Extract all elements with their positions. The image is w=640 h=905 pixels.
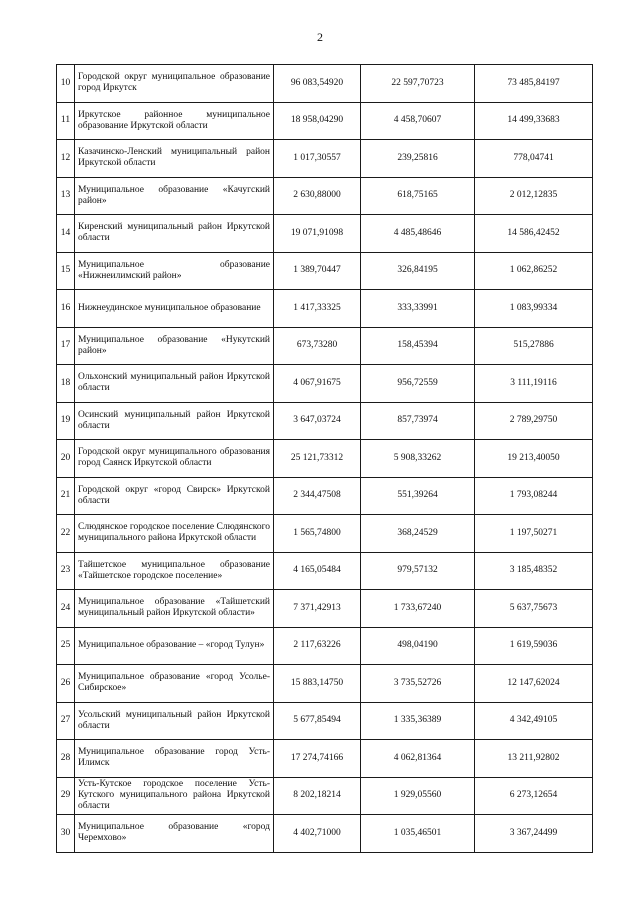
- municipality-name: Киренский муниципальный район Иркутской области: [75, 215, 274, 253]
- table-row: [57, 477, 593, 515]
- value-share-1: 956,72559: [361, 365, 475, 403]
- value-share-1: 5 908,33262: [361, 440, 475, 478]
- value-share-2: 3 111,19116: [475, 365, 593, 403]
- row-number: 26: [57, 665, 75, 703]
- municipality-name: Ольхонский муниципальный район Иркутской области: [75, 365, 274, 403]
- row-number: 17: [57, 327, 75, 365]
- value-share-2: 73 485,84197: [475, 65, 593, 103]
- municipality-name: Городской округ муниципальное образование город Иркутск: [75, 65, 274, 103]
- table-row: [57, 365, 593, 403]
- value-share-1: 326,84195: [361, 252, 475, 290]
- value-share-2: 2 012,12835: [475, 177, 593, 215]
- value-share-1: 4 485,48646: [361, 215, 475, 253]
- value-share-2: 778,04741: [475, 140, 593, 178]
- municipality-name: Муниципальное образование – «город Тулун»: [75, 627, 274, 665]
- table-row: [57, 515, 593, 553]
- row-number: 20: [57, 440, 75, 478]
- value-share-2: 3 367,24499: [475, 815, 593, 853]
- table-row: [57, 140, 593, 178]
- municipality-name: Муниципальное образование «город Усолье-Сибирское»: [75, 665, 274, 703]
- allocation-table-body: [57, 65, 593, 853]
- table-row: [57, 252, 593, 290]
- municipality-name: Нижнеудинское муниципальное образование: [75, 290, 274, 328]
- municipality-name: Муниципальное образование «Нижнеилимский район»: [75, 252, 274, 290]
- value-share-1: 1 733,67240: [361, 590, 475, 628]
- value-share-2: 19 213,40050: [475, 440, 593, 478]
- value-share-2: 2 789,29750: [475, 402, 593, 440]
- table-row: [57, 590, 593, 628]
- table-row: [57, 290, 593, 328]
- value-share-2: 5 637,75673: [475, 590, 593, 628]
- row-number: 27: [57, 702, 75, 740]
- value-total: 4 067,91675: [274, 365, 361, 403]
- table-row: [57, 177, 593, 215]
- table-row: [57, 627, 593, 665]
- value-share-2: 1 197,50271: [475, 515, 593, 553]
- value-share-2: 14 499,33683: [475, 102, 593, 140]
- value-total: 8 202,18214: [274, 777, 361, 815]
- table-row: [57, 815, 593, 853]
- municipality-name: Усольский муниципальный район Иркутской области: [75, 702, 274, 740]
- row-number: 21: [57, 477, 75, 515]
- value-total: 1 417,33325: [274, 290, 361, 328]
- municipality-name: Осинский муниципальный район Иркутской области: [75, 402, 274, 440]
- municipality-name: Муниципальное образование «Качугский район»: [75, 177, 274, 215]
- row-number: 24: [57, 590, 75, 628]
- value-share-1: 4 458,70607: [361, 102, 475, 140]
- value-share-2: 1 062,86252: [475, 252, 593, 290]
- value-share-2: 4 342,49105: [475, 702, 593, 740]
- value-share-1: 368,24529: [361, 515, 475, 553]
- row-number: 28: [57, 740, 75, 778]
- table-row: [57, 777, 593, 815]
- municipality-name: Тайшетское муниципальное образование «Тайшетское городское поселение»: [75, 552, 274, 590]
- table-row: [57, 740, 593, 778]
- value-share-2: 3 185,48352: [475, 552, 593, 590]
- value-share-2: 1 793,08244: [475, 477, 593, 515]
- value-share-1: 22 597,70723: [361, 65, 475, 103]
- value-share-1: 857,73974: [361, 402, 475, 440]
- municipality-name: Муниципальное образование «Нукутский район»: [75, 327, 274, 365]
- allocation-table: [56, 64, 593, 853]
- municipality-name: Слюдянское городское поселение Слюдянского муниципального района Иркутской области: [75, 515, 274, 553]
- value-total: 3 647,03724: [274, 402, 361, 440]
- value-share-1: 158,45394: [361, 327, 475, 365]
- municipality-name: Городской округ «город Свирск» Иркутской области: [75, 477, 274, 515]
- value-total: 25 121,73312: [274, 440, 361, 478]
- row-number: 22: [57, 515, 75, 553]
- table-row: [57, 702, 593, 740]
- value-total: 96 083,54920: [274, 65, 361, 103]
- table-row: [57, 327, 593, 365]
- table-row: [57, 215, 593, 253]
- value-share-2: 1 083,99334: [475, 290, 593, 328]
- value-total: 5 677,85494: [274, 702, 361, 740]
- municipality-name: Казачинско-Ленский муниципальный район Иркутской области: [75, 140, 274, 178]
- value-share-2: 14 586,42452: [475, 215, 593, 253]
- value-total: 2 630,88000: [274, 177, 361, 215]
- row-number: 15: [57, 252, 75, 290]
- row-number: 13: [57, 177, 75, 215]
- value-total: 4 165,05484: [274, 552, 361, 590]
- value-share-2: 13 211,92802: [475, 740, 593, 778]
- value-share-1: 979,57132: [361, 552, 475, 590]
- value-share-2: 12 147,62024: [475, 665, 593, 703]
- municipality-name: Иркутское районное муниципальное образование Иркутской области: [75, 102, 274, 140]
- municipality-name: Муниципальное образование «город Черемхово»: [75, 815, 274, 853]
- municipality-name: Муниципальное образование «Тайшетский муниципальный район Иркутской области»: [75, 590, 274, 628]
- table-row: [57, 402, 593, 440]
- value-total: 18 958,04290: [274, 102, 361, 140]
- table-row: [57, 665, 593, 703]
- value-share-1: 1 335,36389: [361, 702, 475, 740]
- value-total: 4 402,71000: [274, 815, 361, 853]
- row-number: 11: [57, 102, 75, 140]
- table-row: [57, 102, 593, 140]
- value-share-1: 1 929,05560: [361, 777, 475, 815]
- row-number: 23: [57, 552, 75, 590]
- value-share-1: 498,04190: [361, 627, 475, 665]
- value-total: 1 565,74800: [274, 515, 361, 553]
- value-share-1: 4 062,81364: [361, 740, 475, 778]
- row-number: 16: [57, 290, 75, 328]
- row-number: 30: [57, 815, 75, 853]
- value-share-2: 515,27886: [475, 327, 593, 365]
- value-total: 17 274,74166: [274, 740, 361, 778]
- row-number: 10: [57, 65, 75, 103]
- value-share-2: 6 273,12654: [475, 777, 593, 815]
- row-number: 14: [57, 215, 75, 253]
- value-total: 1 389,70447: [274, 252, 361, 290]
- value-total: 673,73280: [274, 327, 361, 365]
- value-total: 2 344,47508: [274, 477, 361, 515]
- municipality-name: Муниципальное образование город Усть-Илимск: [75, 740, 274, 778]
- value-total: 2 117,63226: [274, 627, 361, 665]
- value-total: 7 371,42913: [274, 590, 361, 628]
- municipality-name: Городской округ муниципального образования город Саянск Иркутской области: [75, 440, 274, 478]
- row-number: 12: [57, 140, 75, 178]
- value-share-1: 551,39264: [361, 477, 475, 515]
- table-row: [57, 440, 593, 478]
- row-number: 19: [57, 402, 75, 440]
- row-number: 18: [57, 365, 75, 403]
- row-number: 29: [57, 777, 75, 815]
- value-total: 15 883,14750: [274, 665, 361, 703]
- value-share-1: 1 035,46501: [361, 815, 475, 853]
- page-number: 2: [317, 30, 323, 44]
- row-number: 25: [57, 627, 75, 665]
- value-share-1: 239,25816: [361, 140, 475, 178]
- value-total: 1 017,30557: [274, 140, 361, 178]
- value-share-2: 1 619,59036: [475, 627, 593, 665]
- value-share-1: 333,33991: [361, 290, 475, 328]
- value-total: 19 071,91098: [274, 215, 361, 253]
- municipality-name: Усть-Кутское городское поселение Усть-Кутского муниципального района Иркутской области: [75, 777, 274, 815]
- table-row: [57, 65, 593, 103]
- value-share-1: 618,75165: [361, 177, 475, 215]
- value-share-1: 3 735,52726: [361, 665, 475, 703]
- table-row: [57, 552, 593, 590]
